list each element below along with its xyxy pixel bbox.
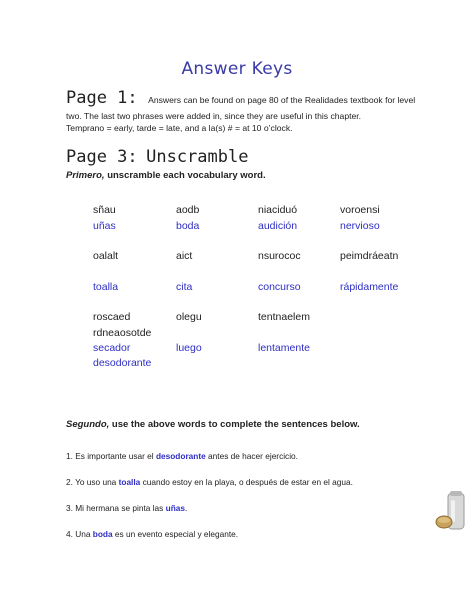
answer-word: desodorante — [93, 357, 152, 369]
sentence-3 — [66, 503, 187, 513]
answer-word: lentamente — [258, 342, 310, 354]
answer-word: toalla — [93, 281, 119, 293]
segundo-rest: use the above words to complete the sentences below. — [111, 419, 360, 430]
sentence-before: 4. Una — [66, 529, 93, 539]
page1-intro-line3: Temprano = early, tarde = late, and a la(s) # = at 10 o’clock. — [66, 123, 293, 133]
scrambled-word: voroensi — [340, 204, 380, 216]
sentence-answer: boda — [92, 529, 113, 539]
segundo-italic: Segundo, — [66, 419, 110, 430]
instruction-italic: Primero, — [66, 170, 105, 181]
answer-word: secador — [93, 342, 131, 354]
segundo-instruction — [66, 419, 360, 430]
toiletries-clipart-icon — [434, 490, 470, 534]
page1-intro-line1: Answers can be found on page 80 of the Realidades textbook for level — [148, 95, 416, 105]
scrambled-word: peimdráeatn — [340, 250, 399, 262]
page3-instruction — [66, 170, 266, 181]
scrambled-word: rdneaosotde — [93, 327, 152, 339]
scrambled-word: aict — [176, 250, 193, 262]
page3-heading-prefix: Page 3: — [66, 147, 138, 167]
sentence-before: 1. Es importante usar el — [66, 451, 156, 461]
sentence-answer: toalla — [118, 477, 141, 487]
page1-intro-line2: two. The last two phrases were added in, since they are useful in this chapter. — [66, 111, 362, 121]
scrambled-word: nsurococ — [258, 250, 301, 262]
scrambled-word: aodb — [176, 204, 200, 216]
scrambled-word: tentnaelem — [258, 311, 310, 323]
page1-heading: Page 1: — [66, 88, 138, 108]
page-title: Answer Keys — [181, 59, 293, 79]
answer-word: luego — [176, 342, 202, 354]
answer-word: cita — [176, 281, 193, 293]
page3-heading — [66, 147, 248, 167]
scrambled-word: roscaed — [93, 311, 131, 323]
sentence-1 — [66, 451, 298, 461]
sentence-answer: uñas — [165, 503, 185, 513]
answer-word: boda — [176, 220, 200, 232]
answer-word: rápidamente — [340, 281, 399, 293]
sentence-before: 3. Mi hermana se pinta las — [66, 503, 166, 513]
scrambled-word: oalalt — [93, 250, 119, 262]
answer-word: concurso — [258, 281, 301, 293]
sentence-after: es un evento especial y elegante. — [112, 529, 239, 539]
instruction-rest: unscramble each vocabulary word. — [107, 170, 266, 181]
sentence-after: antes de hacer ejercicio. — [205, 451, 298, 461]
scrambled-word: niaciduó — [258, 204, 298, 216]
sentence-after: cuando estoy en la playa, o después de estar en el agua. — [140, 477, 353, 487]
page1-section — [66, 88, 415, 108]
scrambled-word: sñau — [93, 204, 116, 216]
scrambled-word: olegu — [176, 311, 202, 323]
answer-word: audición — [258, 220, 298, 232]
sentence-before: 2. Yo uso una — [66, 477, 119, 487]
sentence-after: . — [185, 503, 188, 513]
answer-word: nervioso — [340, 220, 380, 232]
sentence-2 — [66, 477, 353, 487]
sentence-answer: desodorante — [155, 451, 206, 461]
sentence-4 — [66, 529, 238, 539]
answer-word: uñas — [93, 220, 116, 232]
page3-heading-rest: Unscramble — [146, 147, 249, 167]
